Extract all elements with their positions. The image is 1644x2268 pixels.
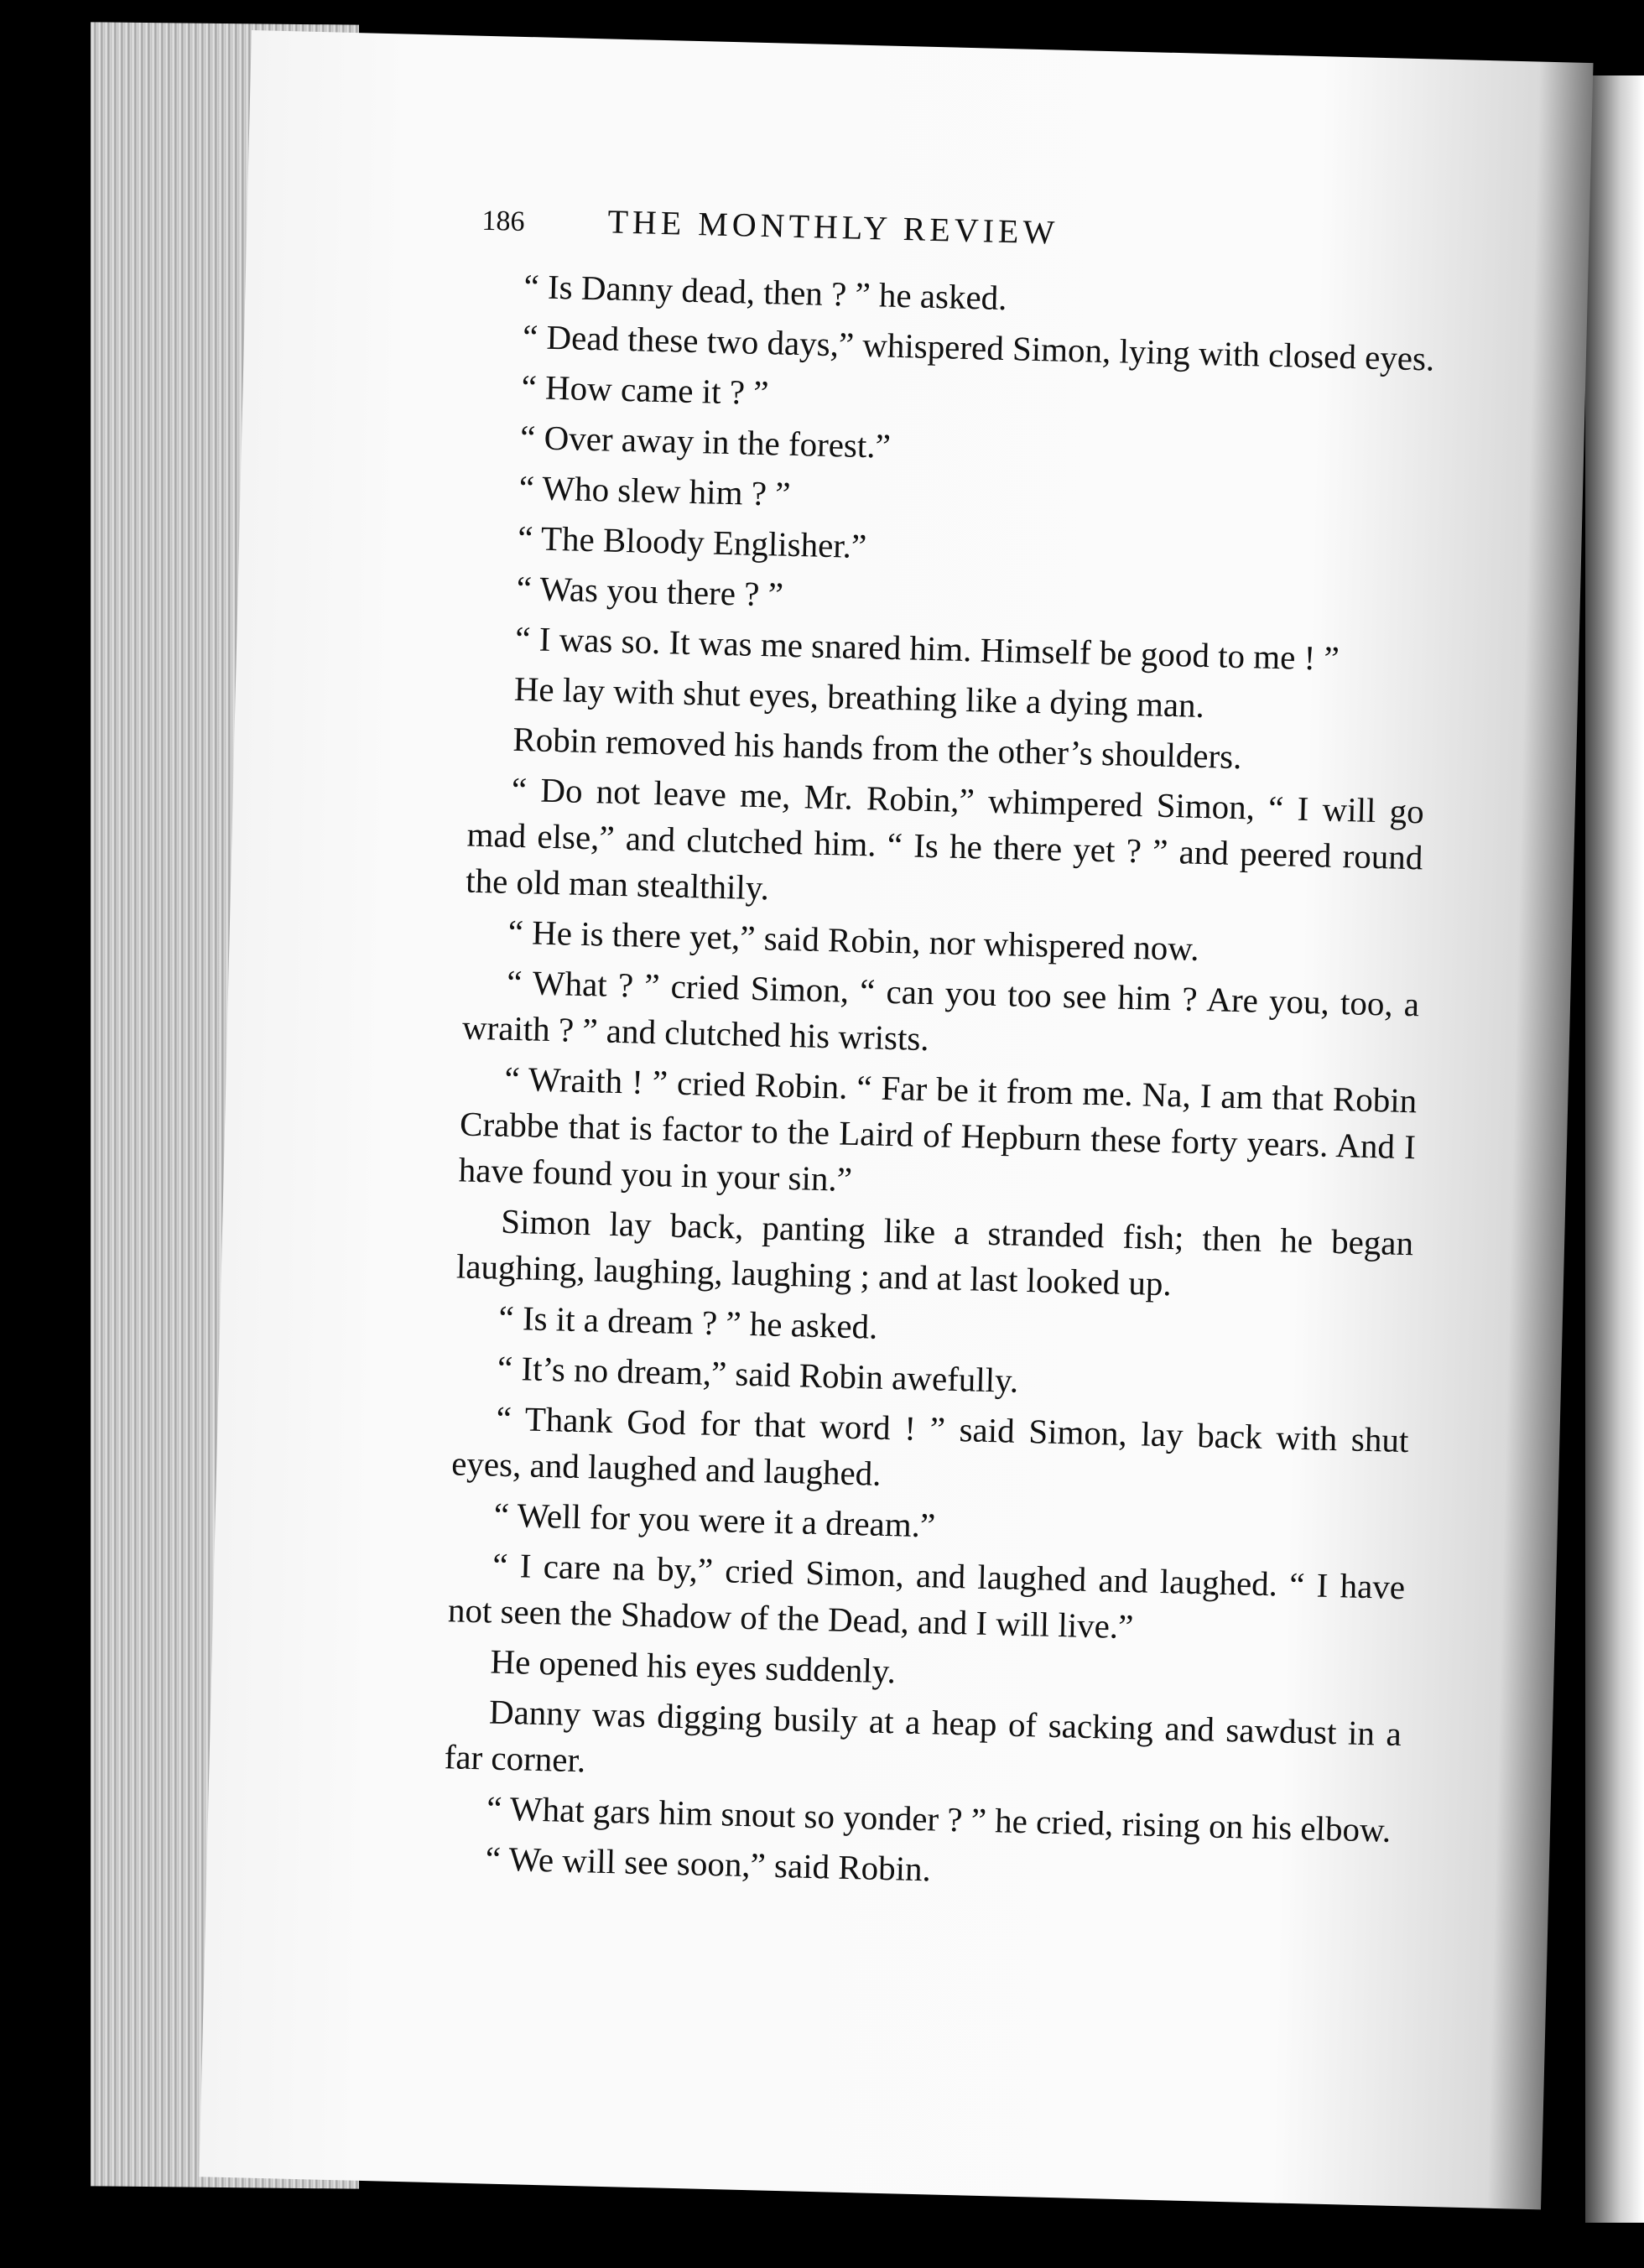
- facing-page-edge: [1585, 75, 1644, 2223]
- paragraph: “ Thank God for that word ! ” said Simon, lay back with shut eyes, and laughed and laughed.: [450, 1398, 1409, 1493]
- paragraph: He opened his eyes suddenly.: [490, 1641, 897, 1691]
- paragraph: “ It’s no dream,” said Robin awefully.: [497, 1348, 1019, 1400]
- paragraph: “ Well for you were it a dream.”: [493, 1495, 936, 1545]
- paragraph: Simon lay back, panting like a stranded fish; then he began laughing, laughing, laughing ; and at last looked up.: [455, 1201, 1414, 1303]
- paragraph: “ Over away in the forest.”: [519, 417, 892, 466]
- paragraph: “ How came it ? ”: [521, 367, 770, 413]
- paragraph: “ Dead these two days,” whispered Simon, lying with closed eyes.: [522, 317, 1435, 378]
- paragraph: “ We will see soon,” said Robin.: [485, 1839, 932, 1889]
- paragraph: He lay with shut eyes, breathing like a dying man.: [513, 668, 1205, 725]
- book-page: [199, 30, 1593, 2209]
- paragraph: “ I was so. It was me snared him. Himself be good to me ! ”: [514, 618, 1340, 678]
- paragraph: “ The Bloody Englisher.”: [517, 518, 867, 566]
- paragraph: “ Is Danny dead, then ? ” he asked.: [523, 267, 1008, 318]
- running-title: THE MONTHLY REVIEW: [607, 202, 1059, 252]
- paragraph: “ He is there yet,” said Robin, nor whispered now.: [507, 912, 1200, 968]
- paragraph: “ Is it a dream ? ” he asked.: [498, 1298, 878, 1346]
- paragraph: “ What ? ” cried Simon, “ can you too see him ? Are you, too, a wraith ? ” and clutched his wrists.: [461, 962, 1420, 1059]
- page-number: 186: [481, 205, 525, 238]
- paragraph: Danny was digging busily at a heap of sacking and sawdust in a far corner.: [444, 1692, 1402, 1780]
- paragraph: “ Who slew him ? ”: [518, 467, 791, 513]
- paragraph: “ I care na by,” cried Simon, and laughed and laughed. “ I have not seen the Shadow of the Dead, and I will live.”: [447, 1545, 1406, 1646]
- paragraph: Robin removed his hands from the other’s shoulders.: [512, 719, 1242, 777]
- paragraph: “ What gars him snout so yonder ? ” he cried, rising on his elbow.: [486, 1788, 1392, 1849]
- paragraph: “ Was you there ? ”: [516, 568, 784, 614]
- paragraph: “ Wraith ! ” cried Robin. “ Far be it from me. Na, I am that Robin Crabbe that is factor to the Laird of Hepburn these forty years. And I have found you in your sin.”: [458, 1059, 1418, 1199]
- body-text: [441, 263, 1437, 1904]
- page-content: [441, 195, 1438, 1908]
- paragraph: “ Do not leave me, Mr. Robin,” whimpered Simon, “ I will go mad else,” and clutched him. “ Is he there yet ? ” and peered round the old man stealthily.: [465, 769, 1425, 908]
